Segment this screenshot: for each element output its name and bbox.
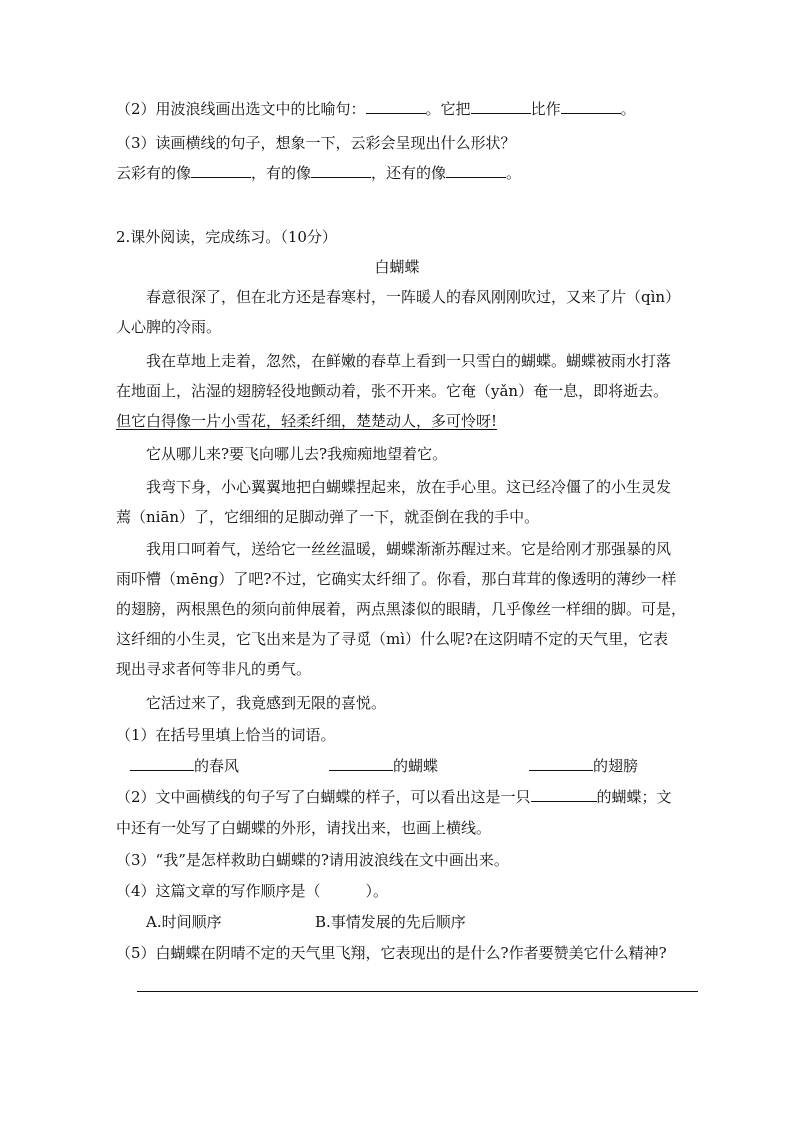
answer-blank[interactable] [366,99,426,114]
q3-c: ，还有的像 [371,164,447,182]
option-b[interactable]: B.事情发展的先后顺序 [315,913,466,931]
worksheet-page: （2）用波浪线画出选文中的比喻句： 。它把 比作 。 （3）读画横线的句子，想象一下，云彩会呈现出什么形状？ 云彩有的像 ，有的像 ，还有的像 。 2.课外阅读，完成练习。（10分） 白蝴蝶 春意很深了，但在北方还是春寒村，一阵暖人的春风刚刚吹过，又来了片（qìn） 人心脾的冷雨。 我在草地上走着，忽然，在鲜嫩的春草上看到一只雪白的蝴蝶。蝴蝶被雨水打落 在地面上，沾湿的翅膀轻役地颤动着，张不开来。它奄（yǎn）奄一息，即将逝去。 但它白得像一片小雪花，轻柔纤细，楚楚动人，多可怜呀! 它从哪儿来?要飞向哪儿去?我痴痴地望着它。 我弯下身，小心翼翼地把白蝴蝶捏起来，放在手心里。这已经冷僵了的小生灵发 蔫（niān）了，它细细的足脚动弹了一下，就歪倒在我的手中。 我用口呵着气，送给它一丝丝温暖，蝴蝶渐渐苏醒过来。它是给刚才那强暴的风 雨吓懵（mēng）了吧?不过，它确实太纤细了。你看，那白茸茸的像透明的薄纱一样 的翅膀，两根黑色的须向前伸展着，两点黑漆似的眼睛，几乎像丝一样细的脚。可是， 这纤细的小生灵，它飞出来是为了寻觅（mì）什么呢?在这阴晴不定的天气里，它表 现出寻求者何等非凡的勇气。 它活过来了，我竟感到无限的喜悦。 （1）在括号里填上恰当的词语。 的春风 的蝴蝶 的翅膀 （2）文中画横线的句子写了白蝴蝶的样子，可以看出这是一只 的蝴蝶；文 中还有一处写了白蝴蝶的外形，请找出来，也画上横线。 （3）“我”是怎样救助白蝴蝶的?请用波浪线在文中画出来。 （4）这篇文章的写作顺序是（ ）。 A.时间顺序 B.事情发展的先后顺序 （5）白蝴蝶在阴晴不定的天气里飞翔，它表现出的是什么?作者要赞美它什么精神? [0,0,794,1123]
q1-b-label: 的蝴蝶 [393,757,439,775]
answer-blank[interactable] [311,163,371,178]
q2-mid2: 比作 [530,100,561,118]
answer-blank[interactable] [471,99,531,114]
answer-blank[interactable] [329,756,393,771]
q2-end: 。 [620,100,636,118]
q1-a-label: 的春风 [194,757,240,775]
answer-blank[interactable] [529,756,593,771]
answer-blank[interactable] [561,99,621,114]
question-5-answer-line[interactable] [137,991,698,992]
q3-b: ，有的像 [251,164,312,182]
answer-blank[interactable] [130,756,194,771]
answer-blank[interactable] [531,787,597,802]
option-a[interactable]: A.时间顺序 [146,913,222,931]
q1-c-label: 的翅膀 [593,757,639,775]
answer-blank[interactable] [191,163,251,178]
q3-a: 云彩有的像 [116,164,192,182]
passage-title: 白蝴蝶 [374,258,420,276]
q2-prefix: （2）用波浪线画出选文中的比喻句： [116,100,366,118]
q2-mid1: 。它把 [425,100,471,118]
q3-end: 。 [506,164,522,182]
answer-blank[interactable] [446,163,506,178]
